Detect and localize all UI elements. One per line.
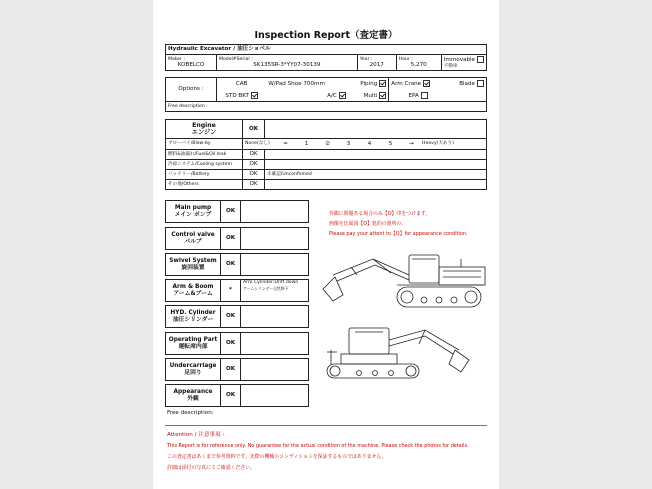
model-cell bbox=[217, 55, 358, 71]
scale-1: 1 bbox=[304, 140, 309, 147]
immovable-cell bbox=[441, 55, 486, 71]
attention-block bbox=[167, 430, 469, 474]
options-table bbox=[165, 77, 487, 112]
engine-row: 冷却システム/Cooling system OK bbox=[166, 160, 487, 170]
component-table: Main pump メイン ポンプ OK bbox=[165, 200, 309, 223]
attention-line-2: この査定書はあくまで参考資料です。実際の機械のコンディションを保証するものではありません。 bbox=[167, 454, 387, 460]
blowby-scale bbox=[243, 139, 487, 150]
engine-row: その他/Others OK bbox=[166, 180, 487, 190]
option-cab: CAB bbox=[217, 78, 267, 90]
option-shoe: W/Pad Shoe 700mm bbox=[266, 78, 347, 90]
report-title: Inspection Report（査定書） bbox=[254, 30, 398, 41]
piping-checkbox bbox=[379, 80, 386, 87]
scale-3: 3 bbox=[346, 140, 351, 147]
hour-value: 5,270 bbox=[410, 61, 427, 68]
arm-crane-checkbox bbox=[423, 80, 430, 87]
hour-cell bbox=[396, 55, 441, 71]
model-value: SK135SR-3*YY07-30139 bbox=[253, 61, 321, 68]
report-page bbox=[153, 0, 499, 489]
maker-cell bbox=[166, 55, 217, 71]
maker-value: KOBELCO bbox=[177, 61, 205, 68]
maker-label: Maker : bbox=[168, 56, 185, 62]
option-piping: Piping bbox=[348, 78, 389, 90]
option-multi: Multi bbox=[348, 90, 389, 102]
component-table: Operating Part 運転席内部 OK bbox=[165, 332, 309, 355]
engine-row: 燃料&油漏れ/Fuel&Oil leak OK bbox=[166, 150, 487, 160]
component-table: Appearance 外観 OK bbox=[165, 384, 309, 407]
engine-table bbox=[165, 119, 487, 190]
std-bkt-checkbox bbox=[251, 92, 258, 99]
option-ac: A/C bbox=[266, 90, 347, 102]
engine-status: OK bbox=[243, 120, 265, 139]
model-line: Hydraulic Excavator / 油圧ショベル bbox=[166, 45, 487, 55]
free-description-label: Free description : bbox=[166, 102, 487, 112]
component-table: Swivel System 旋回装置 OK bbox=[165, 253, 309, 276]
option-arm-crane: Arm Crane bbox=[389, 78, 447, 90]
options-label: Options : bbox=[166, 78, 217, 102]
excavator-rear-view bbox=[321, 320, 481, 385]
year-label: Year : bbox=[359, 56, 373, 62]
blade-checkbox bbox=[477, 80, 484, 87]
attention-line-1: This Report is for reference only. No guarantee for the actual condition of the machine. Please check the photos for details. bbox=[167, 443, 469, 449]
epa-checkbox bbox=[421, 92, 428, 99]
scale-start: ━ bbox=[283, 140, 288, 147]
blowby-none: None(なし) bbox=[245, 141, 270, 147]
immovable-sub: 不動車 bbox=[443, 63, 458, 69]
scale-end: → bbox=[409, 140, 414, 147]
attention-title: Attention / 注意事項 : bbox=[167, 432, 225, 438]
component-table: Undercarriage 足回り OK bbox=[165, 358, 309, 381]
option-epa: EPA bbox=[389, 90, 447, 102]
ac-checkbox bbox=[339, 92, 346, 99]
component-table: Control valve バルブ OK bbox=[165, 227, 309, 250]
attention-divider bbox=[165, 425, 487, 426]
immovable-checkbox bbox=[477, 56, 484, 63]
diagram-note-1: 外観に問題ある場合のみ【O】印をつけます。 bbox=[329, 211, 431, 217]
excavator-side-view bbox=[311, 245, 491, 315]
year-cell bbox=[357, 55, 396, 71]
option-blade: Blade bbox=[447, 78, 486, 90]
diagram-note-2: 画像を比面図【O】処的の箇所の. bbox=[329, 221, 403, 227]
component-table: HYD. Cylinder 油圧シリンダー OK bbox=[165, 305, 309, 328]
blowby-label: ブローバイ/Blow-by bbox=[166, 139, 243, 150]
scale-4: 4 bbox=[367, 140, 372, 147]
scale-2-selected: ② bbox=[324, 140, 330, 147]
immovable-label: Immovable bbox=[443, 57, 475, 64]
multi-checkbox bbox=[379, 92, 386, 99]
model-label: Model#Serial : bbox=[219, 56, 253, 62]
diagram-note-3: Please pay your attent to【O】for appearance condition. bbox=[329, 231, 468, 237]
scale-5: 5 bbox=[388, 140, 393, 147]
blowby-heavy: Heavy(大あり) bbox=[422, 141, 454, 147]
engine-row: バッテリー/Battery OK 未確認/Unconfirmed bbox=[166, 170, 487, 180]
attention-line-3: 詳細は添付の写真にてご確認ください。 bbox=[167, 465, 256, 471]
free-description-2: Free description: bbox=[167, 410, 214, 416]
year-value: 2017 bbox=[369, 61, 384, 68]
diagram-notes bbox=[329, 209, 468, 239]
option-std-bkt: STD BKT bbox=[217, 90, 267, 102]
machine-info-table bbox=[165, 44, 487, 71]
engine-title: Engine エンジン bbox=[166, 120, 243, 139]
component-table: Arm & Boom アーム&ブーム * Arm Cylinder:Drift down アームシリンダー自然降下 bbox=[165, 279, 309, 302]
hour-label: Hour : bbox=[398, 56, 413, 62]
